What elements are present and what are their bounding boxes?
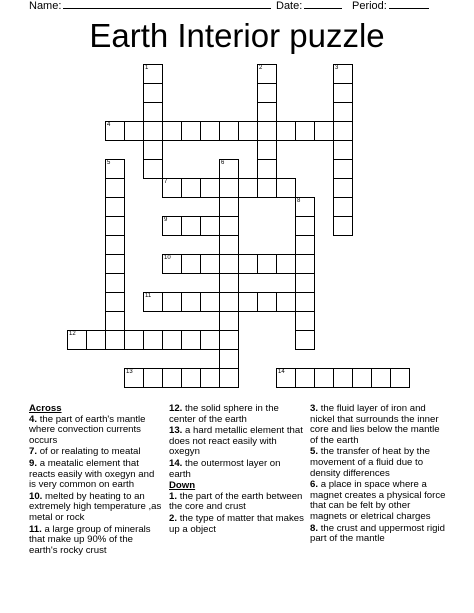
cell-number: 13 (126, 369, 133, 375)
grid-cell[interactable] (143, 330, 163, 350)
grid-cell[interactable] (200, 292, 220, 312)
grid-cell[interactable] (257, 178, 277, 198)
down-clue-5 (310, 447, 448, 479)
grid-cell[interactable] (181, 254, 201, 274)
grid-cell[interactable] (219, 254, 239, 274)
grid-cell[interactable] (276, 292, 296, 312)
grid-cell[interactable] (219, 159, 239, 179)
grid-cell[interactable] (105, 254, 125, 274)
down-clue-2 (169, 514, 304, 535)
grid-cell[interactable] (181, 121, 201, 141)
grid-cell[interactable] (390, 368, 410, 388)
grid-cell[interactable] (238, 121, 258, 141)
grid-cell[interactable] (314, 121, 334, 141)
clue-text: of or realating to meatal (39, 446, 141, 458)
clue-number: 14. (169, 457, 183, 469)
grid-cell[interactable] (143, 292, 163, 312)
grid-cell[interactable] (371, 368, 391, 388)
grid-cell[interactable] (105, 235, 125, 255)
grid-cell[interactable] (219, 121, 239, 141)
clue-number: 4. (29, 413, 38, 425)
clue-number: 12. (169, 403, 183, 414)
grid-cell[interactable] (295, 292, 315, 312)
clue-column-2 (169, 404, 304, 536)
grid-cell[interactable] (219, 216, 239, 236)
grid-cell[interactable] (295, 311, 315, 331)
grid-cell[interactable] (333, 159, 353, 179)
grid-cell[interactable] (200, 368, 220, 388)
grid-cell[interactable] (238, 254, 258, 274)
clue-number: 1. (169, 490, 178, 502)
grid-cell[interactable] (333, 216, 353, 236)
grid-cell[interactable] (333, 178, 353, 198)
grid-cell[interactable] (257, 121, 277, 141)
grid-cell[interactable] (219, 292, 239, 312)
cell-number: 8 (297, 198, 301, 204)
grid-cell[interactable] (105, 330, 125, 350)
cell-number: 9 (164, 217, 168, 223)
clue-column-1 (29, 404, 163, 557)
down-clue-1 (169, 492, 304, 513)
cell-number: 14 (278, 369, 285, 375)
grid-cell[interactable] (200, 330, 220, 350)
grid-cell[interactable] (219, 368, 239, 388)
grid-cell[interactable] (352, 368, 372, 388)
grid-cell[interactable] (124, 368, 144, 388)
across-clue-7 (29, 447, 163, 458)
clue-number: 5. (310, 446, 319, 458)
grid-cell[interactable] (219, 330, 239, 350)
grid-cell[interactable] (143, 140, 163, 160)
grid-cell[interactable] (162, 216, 182, 236)
cell-number: 1 (145, 65, 149, 71)
grid-cell[interactable] (257, 140, 277, 160)
grid-cell[interactable] (105, 178, 125, 198)
grid-cell[interactable] (295, 330, 315, 350)
down-clue-8 (310, 524, 448, 545)
grid-cell[interactable] (143, 159, 163, 179)
grid-cell[interactable] (333, 83, 353, 103)
grid-cell[interactable] (276, 368, 296, 388)
clue-text: a hard metallic element that does not react easily with oxegyn (169, 425, 303, 458)
grid-cell[interactable] (219, 349, 239, 369)
clue-text: the fluid layer of iron and nickel that surrounds the inner core and lies below the mantle of the earth (310, 403, 440, 446)
grid-cell[interactable] (162, 368, 182, 388)
grid-cell[interactable] (67, 330, 87, 350)
grid-cell[interactable] (143, 83, 163, 103)
cell-number: 5 (107, 160, 111, 166)
cell-number: 7 (164, 179, 168, 185)
across-clue-4 (29, 415, 163, 447)
clue-number: 2. (169, 512, 178, 524)
cell-number: 11 (145, 293, 152, 299)
clue-text: the outermost layer on earth (169, 457, 281, 480)
clue-text: the solid sphere in the center of the earth (169, 403, 279, 425)
grid-cell[interactable] (105, 273, 125, 293)
down-heading: Down (169, 480, 196, 492)
grid-cell[interactable] (333, 197, 353, 217)
cell-number: 10 (164, 255, 171, 261)
grid-cell[interactable] (181, 292, 201, 312)
cell-number: 12 (69, 331, 76, 337)
grid-cell[interactable] (333, 64, 353, 84)
grid-cell[interactable] (257, 64, 277, 84)
grid-cell[interactable] (219, 273, 239, 293)
grid-cell[interactable] (314, 368, 334, 388)
grid-cell[interactable] (257, 102, 277, 122)
grid-cell[interactable] (181, 330, 201, 350)
grid-cell[interactable] (105, 197, 125, 217)
clue-number: 9. (29, 457, 38, 469)
clue-number: 13. (169, 425, 183, 437)
grid-cell[interactable] (238, 292, 258, 312)
clue-text: melted by heating to an extremely high temperature ,as metal or rock (29, 490, 162, 523)
grid-cell[interactable] (162, 121, 182, 141)
cell-number: 4 (107, 122, 111, 128)
down-clue-3 (310, 404, 448, 446)
clue-text: the part of earth's mantle where convection currents occurs (29, 413, 146, 446)
grid-cell[interactable] (295, 235, 315, 255)
date-label: Date: (276, 0, 303, 12)
grid-cell[interactable] (143, 102, 163, 122)
clue-number: 7. (29, 446, 38, 458)
grid-cell[interactable] (295, 197, 315, 217)
grid-cell[interactable] (181, 178, 201, 198)
grid-cell[interactable] (143, 64, 163, 84)
grid-cell[interactable] (162, 330, 182, 350)
clue-number: 6. (310, 479, 319, 491)
grid-cell[interactable] (219, 311, 239, 331)
grid-cell[interactable] (295, 368, 315, 388)
grid-cell[interactable] (295, 216, 315, 236)
grid-cell[interactable] (333, 368, 353, 388)
across-clue-12 (169, 404, 304, 425)
grid-cell[interactable] (181, 368, 201, 388)
grid-cell[interactable] (257, 83, 277, 103)
across-clue-11 (29, 525, 163, 557)
grid-cell[interactable] (295, 273, 315, 293)
clue-column-3 (310, 404, 448, 546)
grid-cell[interactable] (162, 178, 182, 198)
grid-cell[interactable] (124, 121, 144, 141)
clue-text: a place in space where a magnet creates a physical force that can be felt by other magnets or eletrical charges (310, 479, 446, 522)
name-label: Name: (29, 0, 62, 12)
across-heading: Across (29, 403, 62, 414)
grid-cell[interactable] (181, 216, 201, 236)
grid-cell[interactable] (143, 121, 163, 141)
clue-number: 3. (310, 403, 319, 414)
cell-number: 3 (335, 65, 339, 71)
grid-cell[interactable] (162, 292, 182, 312)
grid-cell[interactable] (105, 121, 125, 141)
grid-cell[interactable] (200, 254, 220, 274)
grid-cell[interactable] (200, 178, 220, 198)
grid-cell[interactable] (200, 216, 220, 236)
grid-cell[interactable] (276, 254, 296, 274)
period-label: Period: (352, 0, 387, 12)
cell-number: 6 (221, 160, 225, 166)
cell-number: 2 (259, 65, 263, 71)
clue-text: the crust and uppermost rigid part of the mantle (310, 522, 445, 545)
grid-cell[interactable] (86, 330, 106, 350)
clue-text: the type of matter that makes up a object (169, 512, 304, 535)
grid-cell[interactable] (124, 330, 144, 350)
clue-text: the transfer of heat by the movement of a fluid due to density differences (310, 446, 431, 479)
clue-text: a meatalic element that reacts easily with oxegyn and is very common on earth (29, 457, 155, 491)
clue-number: 10. (29, 490, 43, 502)
down-clue-6 (310, 480, 448, 522)
grid-cell[interactable] (105, 159, 125, 179)
grid-cell[interactable] (276, 121, 296, 141)
across-clue-9 (29, 459, 163, 491)
grid-cell[interactable] (333, 102, 353, 122)
grid-cell[interactable] (257, 254, 277, 274)
grid-cell[interactable] (105, 311, 125, 331)
clue-number: 8. (310, 522, 319, 534)
clue-text: a large group of minerals that make up 90% of the earth's rocky crust (29, 523, 151, 556)
across-clue-10 (29, 492, 163, 524)
grid-cell[interactable] (200, 121, 220, 141)
grid-cell[interactable] (219, 178, 239, 198)
clue-number: 11. (29, 523, 42, 535)
grid-cell[interactable] (162, 254, 182, 274)
grid-cell[interactable] (333, 121, 353, 141)
grid-cell[interactable] (257, 159, 277, 179)
grid-cell[interactable] (143, 368, 163, 388)
grid-cell[interactable] (105, 216, 125, 236)
grid-cell[interactable] (257, 292, 277, 312)
across-clue-13 (169, 426, 304, 458)
grid-cell[interactable] (276, 178, 296, 198)
across-clue-14 (169, 459, 304, 480)
grid-cell[interactable] (219, 197, 239, 217)
grid-cell[interactable] (238, 178, 258, 198)
grid-cell[interactable] (295, 121, 315, 141)
grid-cell[interactable] (105, 292, 125, 312)
grid-cell[interactable] (333, 140, 353, 160)
puzzle-title: Earth Interior puzzle (89, 17, 385, 54)
grid-cell[interactable] (295, 254, 315, 274)
grid-cell[interactable] (219, 235, 239, 255)
clue-text: the part of the earth between the core and crust (169, 490, 303, 513)
